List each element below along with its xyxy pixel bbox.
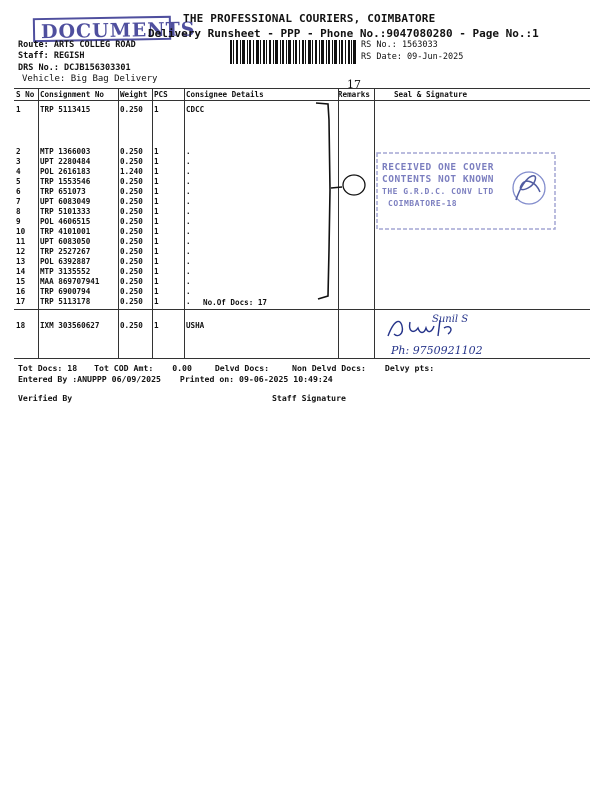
- cell-sno: 15: [16, 277, 26, 286]
- cell-pcs: 1: [153, 187, 159, 196]
- cell-cn: UPT 2280484: [39, 157, 91, 166]
- cell-pcs: 1: [153, 297, 159, 306]
- cell-details: .: [185, 187, 191, 196]
- header-sno: S No: [14, 89, 38, 101]
- cell-wt: 0.250: [119, 267, 143, 276]
- cell-wt: 1.240: [119, 167, 143, 176]
- cell-cn: TRP 6900794: [39, 287, 91, 296]
- rs-date: RS Date: 09-Jun-2025: [361, 52, 464, 62]
- cell-remarks: [336, 318, 372, 331]
- documents-stamp: DOCUMENTS: [33, 16, 171, 42]
- cell-wt: 0.250: [119, 197, 143, 206]
- cell-details: .: [185, 247, 191, 256]
- cell-sno: 3: [16, 157, 21, 166]
- cell-sno: 8: [16, 207, 21, 216]
- signature-text: Sunil S: [432, 314, 469, 325]
- cell-cn: TRP 2527267: [39, 247, 91, 256]
- cell-sno: 4: [16, 167, 21, 176]
- cell-pcs: 1: [153, 277, 159, 286]
- cell-pcs: 1: [153, 217, 159, 226]
- column-divider: [118, 88, 119, 358]
- table-row: [14, 101, 590, 148]
- cell-wt: 0.250: [119, 297, 143, 306]
- cell-details: .: [185, 197, 191, 206]
- non-delvd-docs: Non Delvd Docs:: [292, 363, 366, 373]
- docs-count-note: No.Of Docs: 17: [203, 298, 268, 307]
- bracket-count: 17: [347, 78, 361, 91]
- header-remarks: Remarks: [337, 90, 370, 99]
- cell-sno: 13: [16, 257, 26, 266]
- cell-sno: 12: [16, 247, 26, 256]
- drs-number: DRS No.: DCJB156303301: [18, 63, 131, 73]
- cell-wt: 0.250: [119, 257, 143, 266]
- barcode-icon: [230, 40, 356, 64]
- cell-wt: 0.250: [119, 321, 143, 330]
- cell-details: .: [185, 297, 191, 306]
- tot-cod-value: 0.00: [172, 363, 192, 373]
- table-header-row: [14, 89, 590, 101]
- cell-cn: UPT 6083049: [39, 197, 91, 206]
- vehicle-label: Vehicle: Big Bag Delivery: [22, 74, 158, 84]
- cell-sno: 14: [16, 267, 26, 276]
- stamp-line: THE G.R.D.C. CONV LTD: [382, 187, 494, 196]
- cell-wt: 0.250: [119, 187, 143, 196]
- cell-details: USHA: [185, 321, 205, 330]
- totals-line: [18, 363, 434, 373]
- rs-number: RS No.: 1563033: [361, 40, 438, 50]
- cell-seal: [372, 267, 590, 277]
- cell-cn: UPT 6083050: [39, 237, 91, 246]
- cell-wt: 0.250: [119, 177, 143, 186]
- cell-wt: 0.250: [119, 237, 143, 246]
- cell-seal: [372, 297, 590, 307]
- column-divider: [184, 88, 185, 358]
- bracket-annotation: [312, 100, 372, 310]
- cell-pcs: 1: [153, 105, 159, 114]
- cell-wt: 0.250: [119, 287, 143, 296]
- cell-cn: TRP 5113415: [39, 105, 91, 114]
- cell-details: .: [185, 167, 191, 176]
- cell-cn: POL 6392887: [39, 257, 91, 266]
- header-consignment: Consignment No: [38, 89, 118, 101]
- header-weight: Weight: [118, 89, 152, 101]
- cell-details: .: [185, 177, 191, 186]
- cell-pcs: 1: [153, 207, 159, 216]
- cell-sno: 17: [16, 297, 26, 306]
- cell-sno: 11: [16, 237, 26, 246]
- cell-sno: 5: [16, 177, 21, 186]
- column-divider: [38, 88, 39, 358]
- header-consignee: Consignee Details: [184, 89, 336, 101]
- phone-note: Ph: 9750921102: [391, 344, 483, 357]
- delvy-pts: Delvy pts:: [384, 363, 435, 373]
- cell-details: .: [185, 277, 191, 286]
- cell-pcs: 1: [153, 157, 159, 166]
- cell-details: .: [185, 147, 191, 156]
- cell-wt: 0.250: [119, 147, 143, 156]
- cell-pcs: 1: [153, 227, 159, 236]
- cell-wt: 0.250: [119, 217, 143, 226]
- cell-seal: [372, 257, 590, 267]
- cell-pcs: 1: [153, 167, 159, 176]
- column-divider: [374, 88, 375, 358]
- cell-pcs: 1: [153, 287, 159, 296]
- table-row: [14, 267, 590, 277]
- entry-line: [18, 374, 333, 384]
- cell-pcs: 1: [153, 147, 159, 156]
- cell-seal: [372, 237, 590, 247]
- cell-seal: [372, 101, 590, 148]
- cell-cn: MTP 3135552: [39, 267, 91, 276]
- table-row: [14, 287, 590, 297]
- cell-cn: TRP 4101001: [39, 227, 91, 236]
- table-row: [14, 237, 590, 247]
- cell-pcs: 1: [153, 267, 159, 276]
- entered-by: Entered By :ANUPPP 06/09/2025: [18, 374, 161, 384]
- cell-wt: 0.250: [119, 105, 143, 114]
- table-row: [14, 318, 590, 331]
- cell-cn: TRP 5101333: [39, 207, 91, 216]
- cell-sno: 7: [16, 197, 21, 206]
- cell-pcs: 1: [153, 321, 159, 330]
- table-row: [14, 297, 590, 307]
- cell-seal: [372, 287, 590, 297]
- cell-sno: 2: [16, 147, 21, 156]
- column-divider: [152, 88, 153, 358]
- tot-cod-label: Tot COD Amt:: [94, 363, 154, 373]
- cell-seal: [372, 247, 590, 257]
- cell-cn: TRP 1553546: [39, 177, 91, 186]
- cell-wt: 0.250: [119, 157, 143, 166]
- signature-icon: [512, 170, 546, 206]
- cell-details: .: [185, 237, 191, 246]
- cell-pcs: 1: [153, 237, 159, 246]
- header-seal-signature: Seal & Signature: [372, 89, 590, 101]
- route-label: Route: ARTS COLLEG ROAD: [18, 40, 136, 50]
- cell-seal: [372, 277, 590, 287]
- table-row: [14, 277, 590, 287]
- cell-cn: TRP 5113178: [39, 297, 91, 306]
- stamp-line: COIMBATORE-18: [388, 199, 458, 208]
- cell-details: .: [185, 287, 191, 296]
- cell-cn: MTP 1366003: [39, 147, 91, 156]
- cell-details: .: [185, 157, 191, 166]
- cell-details: .: [185, 207, 191, 216]
- table-row: [14, 257, 590, 267]
- row-divider: [14, 309, 590, 310]
- cell-cn: TRP 651073: [39, 187, 86, 196]
- cell-sno: 9: [16, 217, 21, 226]
- staff-signature: Staff Signature: [272, 393, 346, 403]
- stamp-line: RECEIVED ONE COVER: [382, 162, 494, 173]
- delvd-docs: Delvd Docs:: [214, 363, 270, 373]
- cell-details: .: [185, 217, 191, 226]
- cell-sno: 18: [16, 321, 26, 330]
- verified-by: Verified By: [18, 393, 73, 403]
- cell-wt: 0.250: [119, 207, 143, 216]
- runsheet-title: Delivery Runsheet - PPP - Phone No.:9047080280 - Page No.:1: [148, 27, 539, 40]
- cell-sno: 10: [16, 227, 26, 236]
- cell-wt: 0.250: [119, 227, 143, 236]
- cell-sno: 1: [16, 105, 21, 114]
- cell-details: .: [185, 257, 191, 266]
- cell-wt: 0.250: [119, 247, 143, 256]
- table-bottom-line: [14, 358, 590, 359]
- cell-wt: 0.250: [119, 277, 143, 286]
- cell-cn: IXM 303560627: [39, 321, 100, 330]
- header-pcs: PCS: [152, 89, 184, 101]
- cell-pcs: 1: [153, 177, 159, 186]
- tot-docs: Tot Docs: 18: [18, 363, 78, 373]
- cell-sno: 16: [16, 287, 26, 296]
- cell-pcs: 1: [153, 247, 159, 256]
- stamp-line: CONTENTS NOT KNOWN: [382, 174, 494, 185]
- received-stamp: [376, 152, 556, 230]
- table-row: [14, 247, 590, 257]
- cell-pcs: 1: [153, 197, 159, 206]
- cell-cn: POL 2616183: [39, 167, 91, 176]
- cell-details: .: [185, 267, 191, 276]
- cell-details: .: [185, 227, 191, 236]
- cell-details: CDCC: [185, 105, 205, 114]
- staff-label: Staff: REGISH: [18, 51, 85, 61]
- cell-sno: 6: [16, 187, 21, 196]
- cell-cn: MAA 869707941: [39, 277, 100, 286]
- cell-cn: POL 4606515: [39, 217, 91, 226]
- cell-pcs: 1: [153, 257, 159, 266]
- company-title: THE PROFESSIONAL COURIERS, COIMBATORE: [183, 12, 436, 25]
- printed-on: Printed on: 09-06-2025 10:49:24: [179, 374, 333, 384]
